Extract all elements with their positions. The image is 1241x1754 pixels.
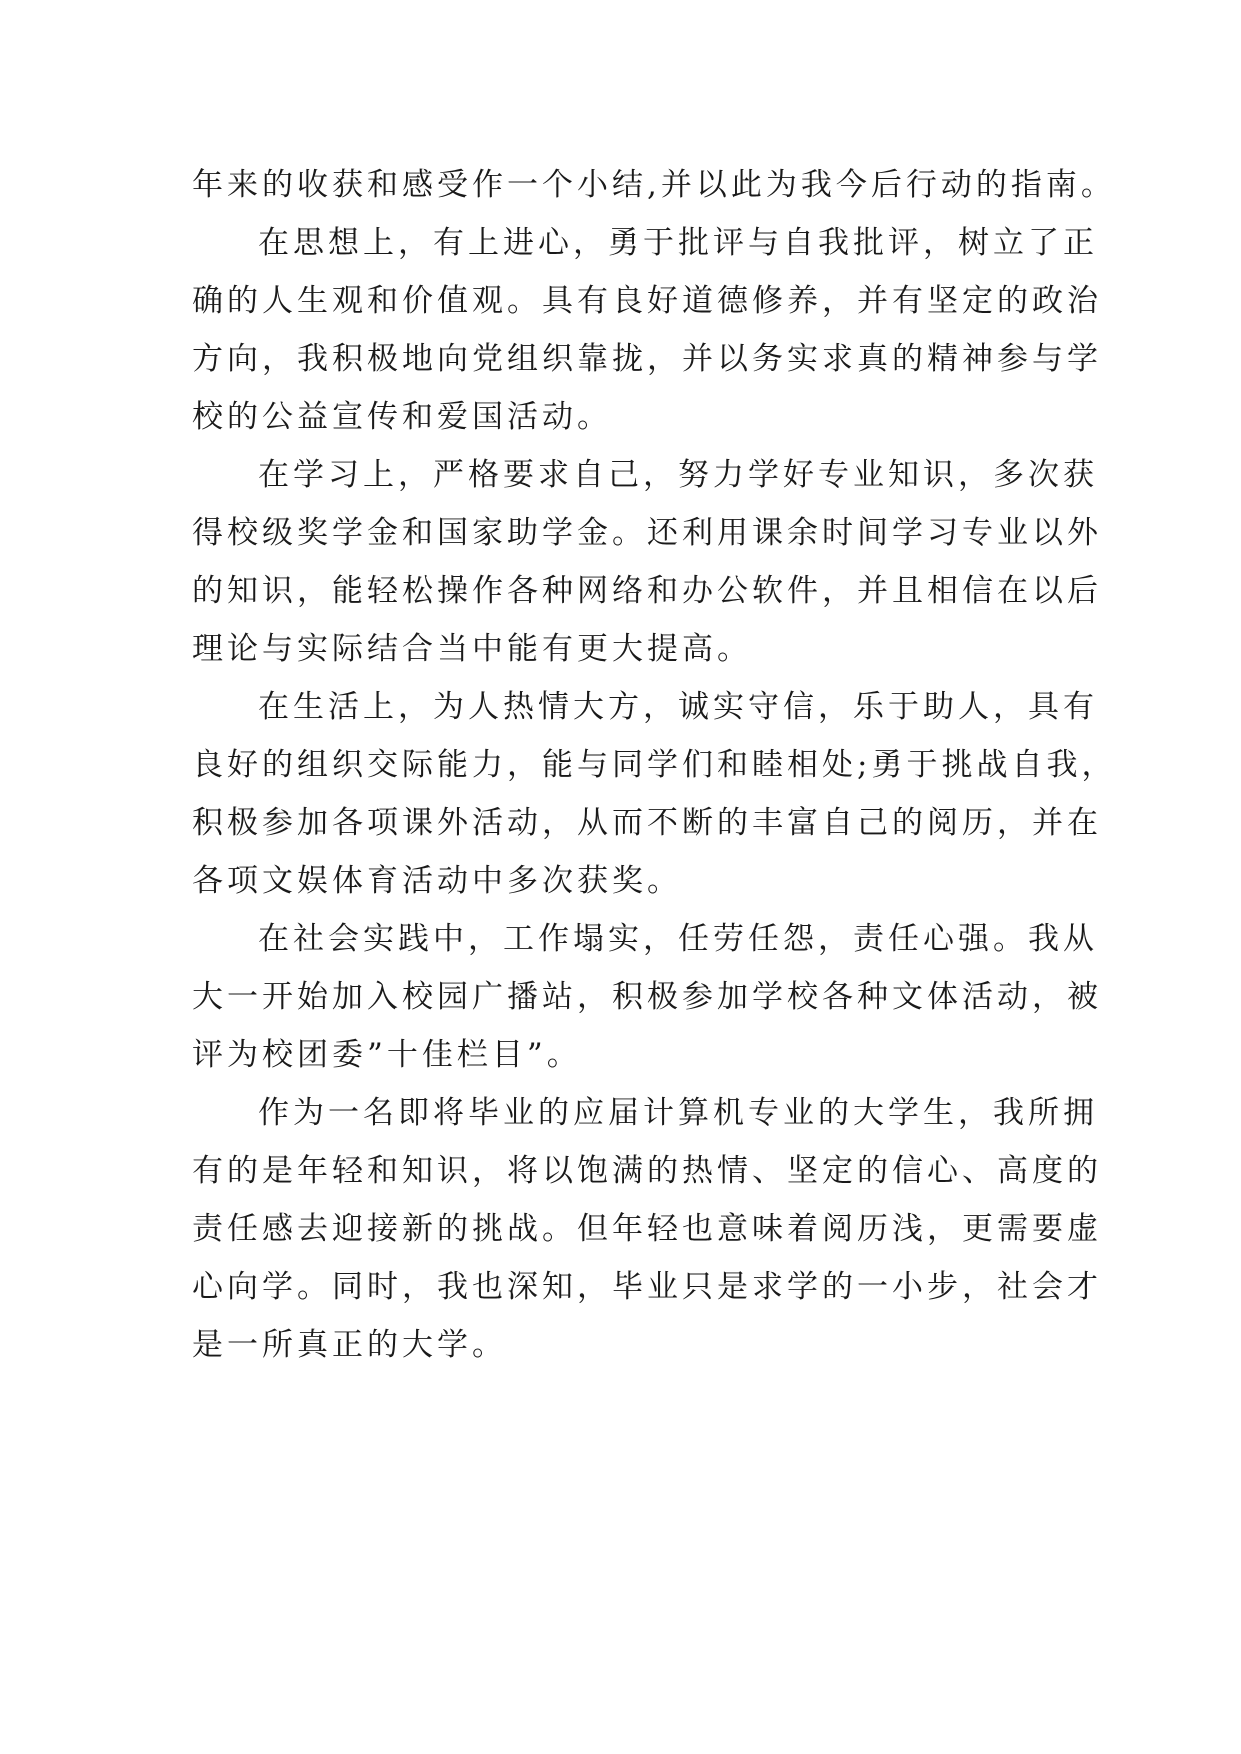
paragraph-life bbox=[192, 678, 1117, 910]
text-line: 年来的收获和感受作一个小结,并以此为我今后行动的指南。 bbox=[192, 167, 1116, 203]
text-line: 在生活上，为人热情大方，诚实守信，乐于助人，具有 bbox=[258, 689, 1098, 725]
text-line: 评为校团委”十佳栏目”。 bbox=[192, 1037, 582, 1073]
text-line: 在学习上，严格要求自己，努力学好专业知识，多次获 bbox=[258, 457, 1098, 493]
text-line: 的知识，能轻松操作各种网络和办公软件，并且相信在以后 bbox=[192, 573, 1102, 609]
text-line: 有的是年轻和知识，将以饱满的热情、坚定的信心、高度的 bbox=[192, 1153, 1102, 1189]
document-body bbox=[192, 156, 1117, 1374]
paragraph-summary-intro bbox=[192, 156, 1116, 214]
text-line: 理论与实际结合当中能有更大提高。 bbox=[192, 631, 752, 667]
text-line: 积极参加各项课外活动，从而不断的丰富自己的阅历，并在 bbox=[192, 805, 1102, 841]
paragraph-thought bbox=[192, 214, 1102, 446]
text-line: 责任感去迎接新的挑战。但年轻也意味着阅历浅，更需要虚 bbox=[192, 1211, 1102, 1247]
text-line: 在思想上，有上进心，勇于批评与自我批评，树立了正 bbox=[258, 225, 1098, 261]
text-line: 校的公益宣传和爱国活动。 bbox=[192, 399, 612, 435]
text-line: 在社会实践中，工作塌实，任劳任怨，责任心强。我从 bbox=[258, 921, 1098, 957]
text-line: 心向学。同时，我也深知，毕业只是求学的一小步，社会才 bbox=[192, 1269, 1102, 1305]
text-line: 大一开始加入校园广播站，积极参加学校各种文体活动，被 bbox=[192, 979, 1102, 1015]
paragraph-study bbox=[192, 446, 1102, 678]
text-line: 良好的组织交际能力，能与同学们和睦相处;勇于挑战自我， bbox=[192, 747, 1117, 783]
text-line: 得校级奖学金和国家助学金。还利用课余时间学习专业以外 bbox=[192, 515, 1102, 551]
text-line: 作为一名即将毕业的应届计算机专业的大学生，我所拥 bbox=[258, 1095, 1098, 1131]
text-line: 是一所真正的大学。 bbox=[192, 1327, 507, 1363]
text-line: 方向，我积极地向党组织靠拢，并以务实求真的精神参与学 bbox=[192, 341, 1102, 377]
text-line: 确的人生观和价值观。具有良好道德修养，并有坚定的政治 bbox=[192, 283, 1102, 319]
paragraph-conclusion bbox=[192, 1084, 1102, 1374]
text-line: 各项文娱体育活动中多次获奖。 bbox=[192, 863, 682, 899]
paragraph-social-practice bbox=[192, 910, 1102, 1084]
